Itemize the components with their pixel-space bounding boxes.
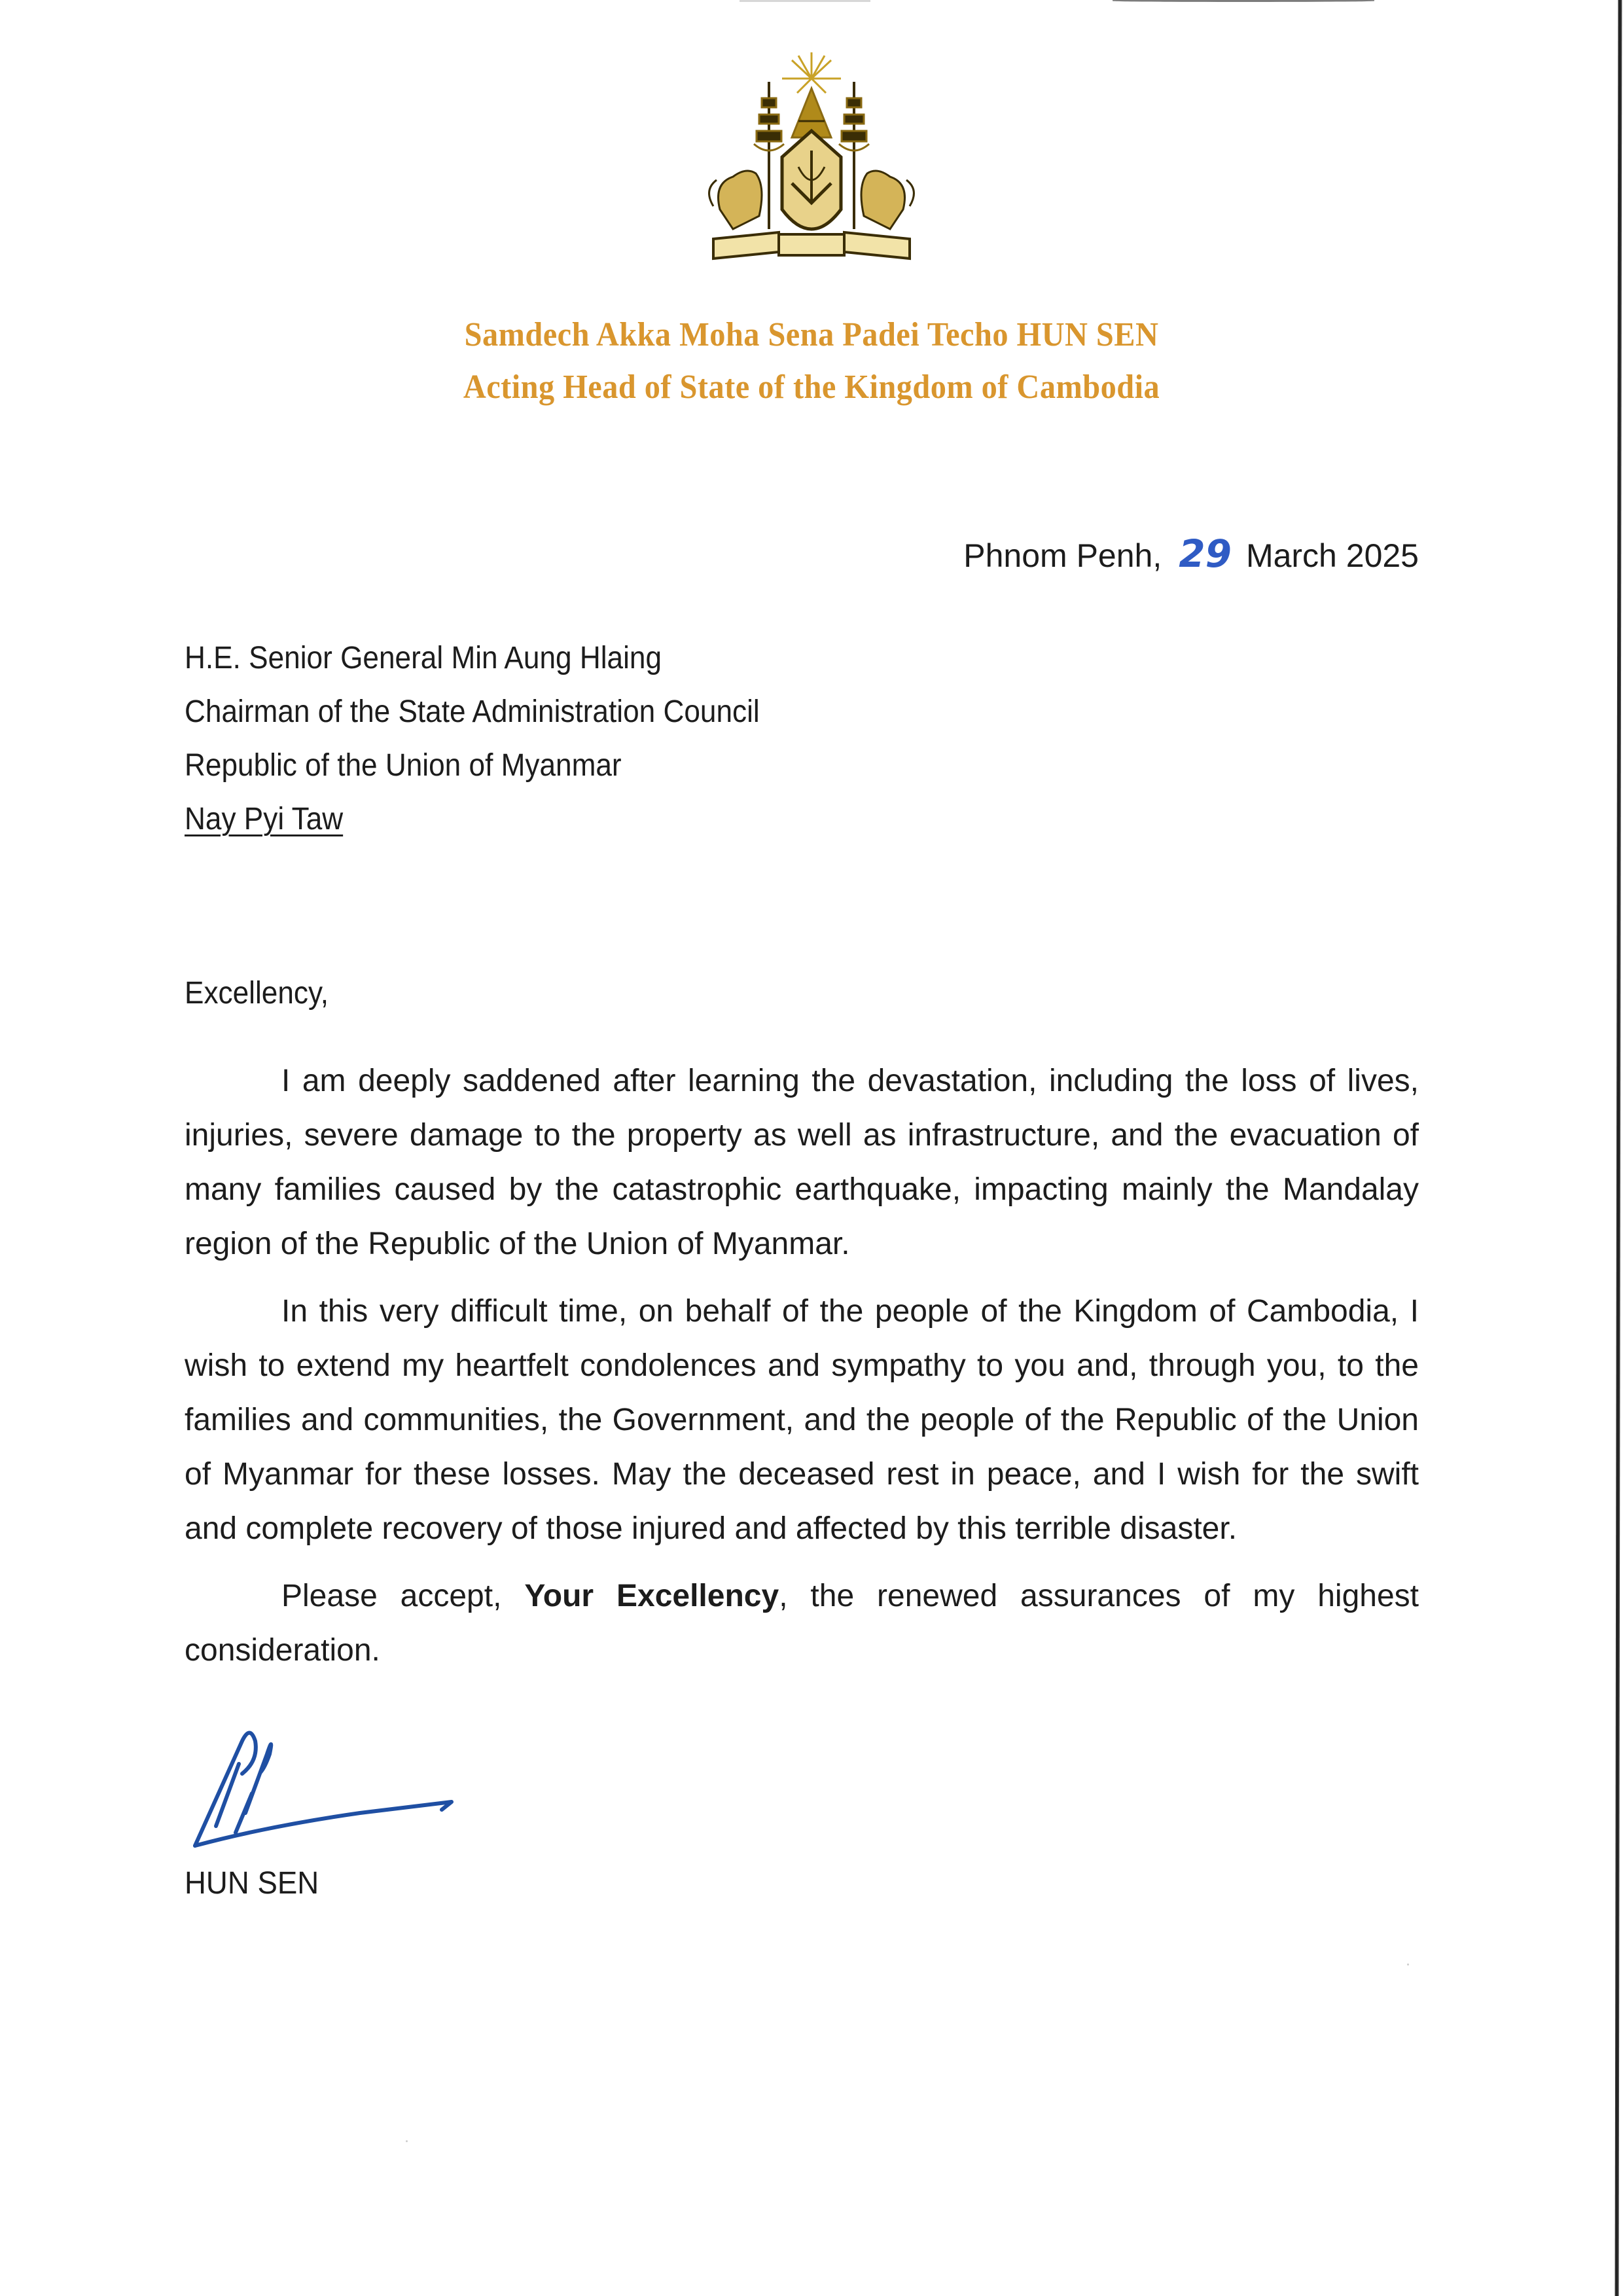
closing-text-emphasis: Your Excellency: [524, 1579, 779, 1613]
handwritten-signature-icon: [190, 1715, 465, 1865]
closing-text-start: Please accept,: [281, 1579, 525, 1613]
body-paragraph-2: In this very difficult time, on behalf of the people of the Kingdom of Cambodia, I wish to extend my heartfelt condolences and sympathy to you and, through you, to the families and communities, the Government, and the people of the Republic of the Union of Myanmar for these losses. May the deceased rest in peace, and I wish for the swift and complete recovery of those injured and affected by this terrible disaster.: [185, 1294, 1419, 1546]
recipient-name: H.E. Senior General Min Aung Hlaing: [185, 641, 662, 675]
date-day-handwritten: 29: [1179, 531, 1232, 576]
recipient-city: Nay Pyi Taw: [185, 802, 344, 836]
body-paragraph-3: [185, 1569, 1419, 1677]
date-line: [963, 531, 1419, 576]
scan-speck: [1407, 1964, 1409, 1965]
letterhead-title: Acting Head of State of the Kingdom of Cambodia: [463, 368, 1160, 406]
recipient-country: Republic of the Union of Myanmar: [185, 748, 622, 783]
royal-coat-of-arms-icon: [694, 52, 929, 278]
date-month-year: March 2025: [1245, 537, 1419, 574]
letterhead-name: Samdech Akka Moha Sena Padei Techo HUN SEN: [464, 316, 1159, 353]
scan-artifact: [1113, 0, 1374, 2]
scan-speck: [406, 2140, 408, 2142]
date-place: Phnom Penh,: [963, 537, 1162, 574]
scan-artifact: [740, 0, 870, 2]
salutation: Excellency,: [185, 976, 329, 1011]
scan-page-edge: [1615, 0, 1622, 2296]
recipient-title: Chairman of the State Administration Council: [185, 694, 760, 729]
closing-text-end: , the renewed assurances of my highest consideration.: [185, 1579, 1419, 1668]
body-paragraph-1: I am deeply saddened after learning the devastation, including the loss of lives, injuries, severe damage to the property as well as infrastructure, and the evacuation of many families caused by the catastrophic earthquake, impacting mainly the Mandalay region of the Republic of the Union of Myanmar.: [185, 1064, 1419, 1261]
signer-name: HUN SEN: [185, 1866, 319, 1901]
